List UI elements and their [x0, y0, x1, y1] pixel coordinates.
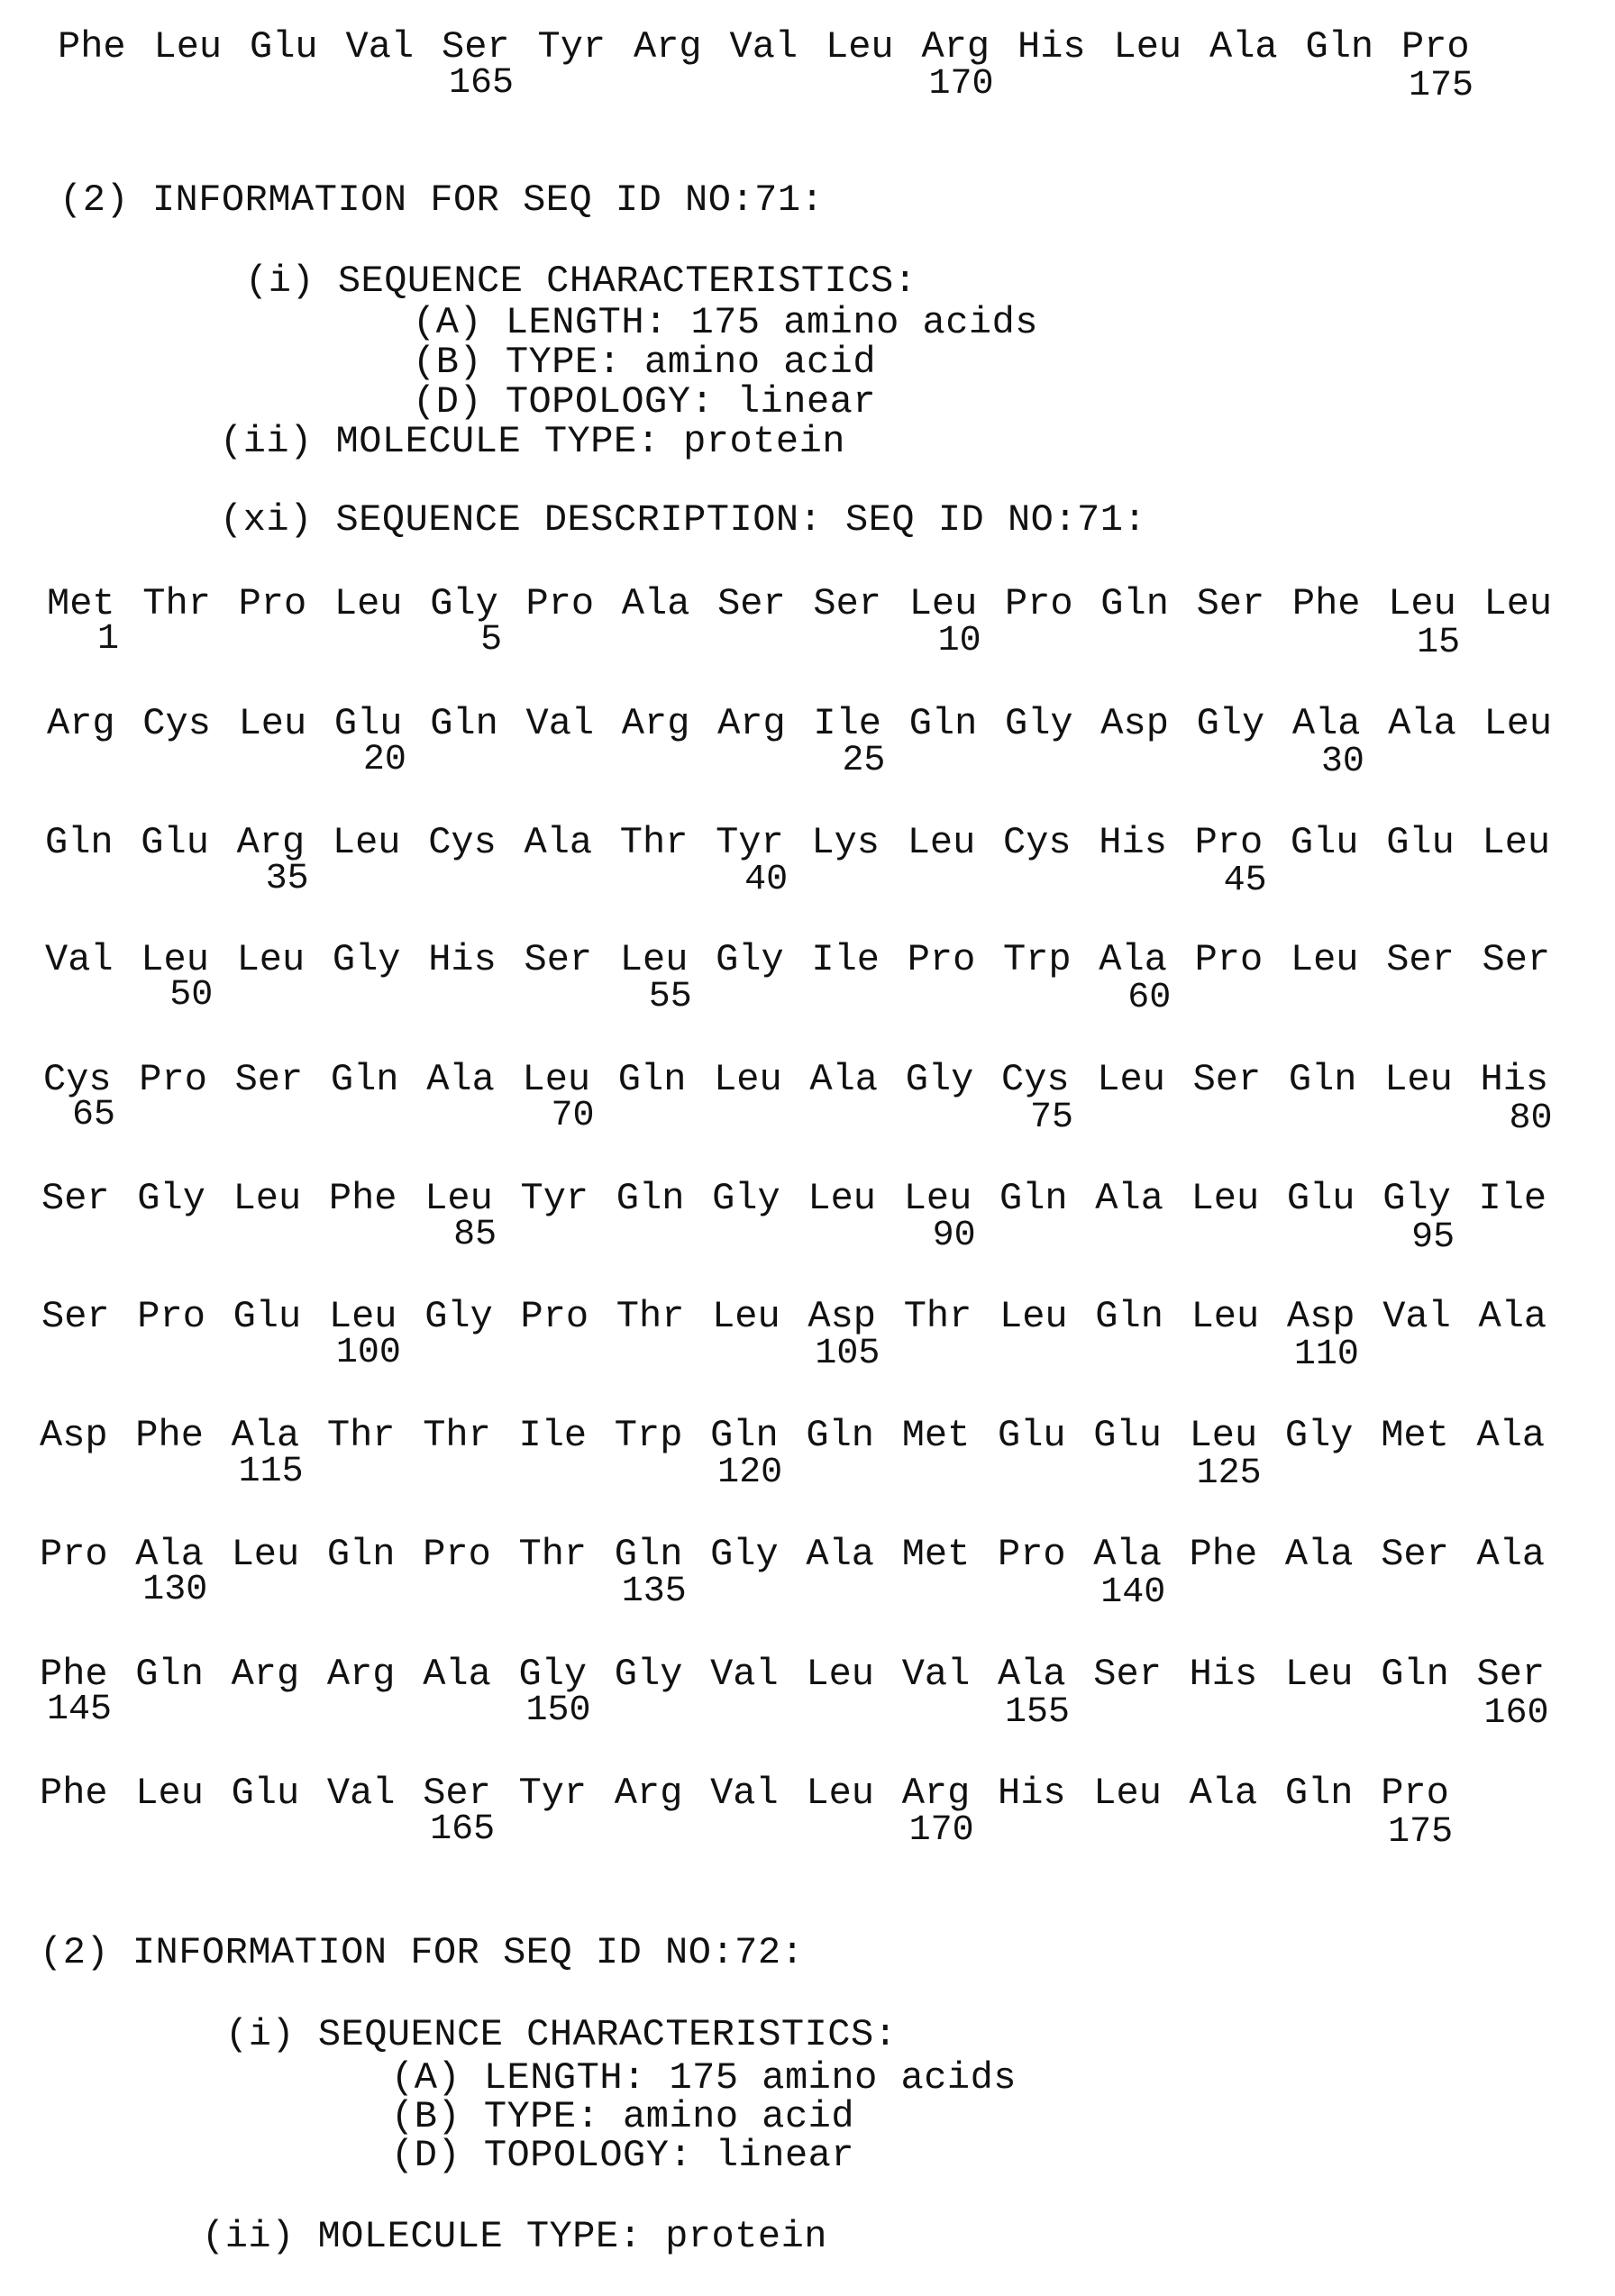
- position-number: 95: [1411, 1216, 1455, 1258]
- residue: Cys: [43, 1058, 112, 1101]
- residue: Ser: [41, 1295, 110, 1338]
- residue: Gln: [1381, 1653, 1449, 1696]
- residue: Gln: [614, 1533, 683, 1576]
- position-number: 165: [430, 1809, 496, 1850]
- residue: Ser: [1196, 582, 1265, 625]
- residue: Leu: [1191, 1177, 1260, 1220]
- residue: Glu: [250, 25, 318, 68]
- seq-72-length: (A) LENGTH: 175 amino acids: [391, 2056, 1017, 2100]
- seq-72-characteristics-title: (i) SEQUENCE CHARACTERISTICS:: [225, 2013, 898, 2056]
- residue: His: [1480, 1058, 1549, 1101]
- residue: Tyr: [518, 1772, 588, 1815]
- residue: Leu: [903, 1177, 972, 1220]
- position-number: 115: [238, 1451, 304, 1492]
- residue: Ser: [1381, 1533, 1449, 1576]
- residue: Gln: [1284, 1772, 1354, 1815]
- seq-71-length: (A) LENGTH: 175 amino acids: [413, 301, 1039, 344]
- residue: Ala: [998, 1653, 1066, 1696]
- position-number: 130: [142, 1570, 208, 1611]
- residue: Pro: [1381, 1772, 1449, 1815]
- residue: Ser: [1192, 1058, 1262, 1101]
- residue: Pro: [998, 1533, 1066, 1576]
- residue: Arg: [717, 702, 786, 745]
- residue: Ala: [231, 1414, 300, 1457]
- residue: Ile: [811, 938, 880, 981]
- residue: Phe: [1291, 582, 1361, 625]
- residue: Leu: [1482, 821, 1551, 864]
- residue: Pro: [525, 582, 595, 625]
- residue: Met: [47, 582, 115, 625]
- residue: Asp: [1286, 1295, 1355, 1338]
- residue: Leu: [231, 1533, 300, 1576]
- residue: Thr: [903, 1295, 972, 1338]
- residue: Cys: [142, 702, 211, 745]
- residue: Ala: [1209, 25, 1278, 68]
- position-number: 135: [621, 1571, 687, 1612]
- residue: Met: [1381, 1414, 1449, 1457]
- residue: Leu: [424, 1177, 493, 1220]
- residue: Glu: [233, 1295, 302, 1338]
- residue: Thr: [518, 1533, 588, 1576]
- position-number: 10: [937, 621, 981, 662]
- residue: Pro: [139, 1058, 207, 1101]
- residue: Gly: [1196, 702, 1265, 745]
- residue: Ile: [813, 702, 882, 745]
- residue: Leu: [1189, 1414, 1258, 1457]
- residue: Leu: [1388, 582, 1456, 625]
- residue: Gly: [716, 938, 784, 981]
- residue: Ala: [1093, 1533, 1162, 1576]
- residue: Leu: [333, 582, 403, 625]
- seq-72-type: (B) TYPE: amino acid: [391, 2095, 855, 2138]
- residue: Gln: [710, 1414, 779, 1457]
- residue: Pro: [423, 1533, 491, 1576]
- position-number: 20: [362, 739, 406, 780]
- residue: Arg: [634, 25, 702, 68]
- position-number: 120: [717, 1452, 783, 1493]
- residue: Gln: [45, 821, 114, 864]
- residue: Arg: [614, 1772, 683, 1815]
- seq-71-description-title: (xi) SEQUENCE DESCRIPTION: SEQ ID NO:71:: [220, 498, 1147, 542]
- residue: Leu: [1483, 582, 1553, 625]
- residue: Ile: [518, 1414, 588, 1457]
- residue: Leu: [806, 1653, 875, 1696]
- residue: Cys: [428, 821, 497, 864]
- residue: Phe: [1189, 1533, 1258, 1576]
- residue: Glu: [1290, 821, 1359, 864]
- residue: Gln: [1095, 1295, 1163, 1338]
- residue: Leu: [908, 582, 978, 625]
- residue: Ala: [809, 1058, 879, 1101]
- residue: Leu: [328, 1295, 397, 1338]
- residue: Gly: [137, 1177, 205, 1220]
- residue: Met: [901, 1414, 971, 1457]
- position-number: 30: [1320, 742, 1364, 783]
- residue: Glu: [141, 821, 209, 864]
- seq-71-header: (2) INFORMATION FOR SEQ ID NO:71:: [59, 178, 825, 222]
- residue: Leu: [1191, 1295, 1260, 1338]
- residue: Ser: [442, 25, 510, 68]
- residue: Ala: [135, 1533, 204, 1576]
- seq-71-characteristics-title: (i) SEQUENCE CHARACTERISTICS:: [245, 260, 917, 303]
- residue: Phe: [58, 25, 126, 68]
- residue: Pro: [1401, 25, 1470, 68]
- residue: Ser: [423, 1772, 491, 1815]
- residue: Tyr: [537, 25, 607, 68]
- residue: Ala: [1095, 1177, 1163, 1220]
- residue: Ala: [806, 1533, 875, 1576]
- residue: Phe: [40, 1653, 108, 1696]
- residue: Ser: [1476, 1653, 1546, 1696]
- position-number: 80: [1509, 1098, 1553, 1139]
- residue: Val: [710, 1772, 779, 1815]
- residue: Leu: [907, 821, 976, 864]
- position-number: 5: [480, 620, 503, 661]
- seq-71-topology: (D) TOPOLOGY: linear: [413, 380, 877, 424]
- residue: Leu: [135, 1772, 204, 1815]
- residue: Val: [326, 1772, 396, 1815]
- residue: Arg: [231, 1653, 300, 1696]
- residue: Ser: [717, 582, 786, 625]
- position-number: 170: [928, 64, 994, 105]
- residue: Leu: [712, 1295, 780, 1338]
- residue: Glu: [998, 1414, 1066, 1457]
- position-number: 60: [1127, 977, 1172, 1018]
- residue: Leu: [1097, 1058, 1165, 1101]
- residue: Asp: [808, 1295, 877, 1338]
- position-number: 40: [744, 859, 789, 900]
- residue: Arg: [901, 1772, 971, 1815]
- residue: Gln: [616, 1177, 685, 1220]
- position-number: 45: [1223, 861, 1267, 901]
- residue: Asp: [1100, 702, 1169, 745]
- residue: His: [998, 1772, 1066, 1815]
- position-number: 65: [71, 1095, 115, 1135]
- residue: Val: [901, 1653, 971, 1696]
- residue: Thr: [616, 1295, 685, 1338]
- residue: Arg: [921, 25, 990, 68]
- residue: Leu: [999, 1295, 1068, 1338]
- residue: Leu: [1113, 25, 1182, 68]
- seq-71-molecule-type: (ii) MOLECULE TYPE: protein: [220, 420, 846, 463]
- residue: Gln: [999, 1177, 1068, 1220]
- residue: Gln: [908, 702, 978, 745]
- residue: Gln: [1288, 1058, 1357, 1101]
- position-number: 85: [453, 1215, 497, 1255]
- residue: Glu: [231, 1772, 300, 1815]
- residue: Val: [710, 1653, 779, 1696]
- residue: Ala: [1476, 1533, 1546, 1576]
- residue: Leu: [808, 1177, 877, 1220]
- residue: Gln: [135, 1653, 204, 1696]
- residue: Gln: [430, 702, 498, 745]
- residue: Ile: [1478, 1177, 1547, 1220]
- residue: Glu: [333, 702, 403, 745]
- residue: His: [1017, 25, 1086, 68]
- residue: Gln: [330, 1058, 399, 1101]
- residue: Phe: [135, 1414, 204, 1457]
- residue: Ser: [234, 1058, 304, 1101]
- position-number: 155: [1004, 1691, 1070, 1733]
- residue: Gly: [1005, 702, 1073, 745]
- residue: Phe: [328, 1177, 397, 1220]
- residue: Gly: [1284, 1414, 1354, 1457]
- residue: Arg: [326, 1653, 396, 1696]
- residue: Lys: [811, 821, 880, 864]
- residue: Arg: [236, 821, 306, 864]
- residue: Leu: [1093, 1772, 1162, 1815]
- residue: Leu: [714, 1058, 782, 1101]
- residue: Val: [1382, 1295, 1451, 1338]
- residue: Arg: [621, 702, 690, 745]
- residue: Gln: [617, 1058, 687, 1101]
- residue: Glu: [1093, 1414, 1162, 1457]
- residue: Gln: [326, 1533, 396, 1576]
- residue: Ala: [1478, 1295, 1547, 1338]
- residue: Arg: [47, 702, 115, 745]
- position-number: 145: [46, 1690, 112, 1730]
- residue: Gln: [1305, 25, 1374, 68]
- seq-72-molecule-type: (ii) MOLECULE TYPE: protein: [202, 2215, 828, 2258]
- residue: His: [1189, 1653, 1258, 1696]
- residue: Gly: [424, 1295, 493, 1338]
- residue: His: [1099, 821, 1167, 864]
- residue: Leu: [236, 938, 306, 981]
- residue: Ala: [524, 821, 593, 864]
- residue: Thr: [326, 1414, 396, 1457]
- seq-71-type: (B) TYPE: amino acid: [413, 341, 877, 384]
- residue: Cys: [1001, 1058, 1070, 1101]
- residue: Leu: [1284, 1653, 1354, 1696]
- residue: Thr: [423, 1414, 491, 1457]
- residue: Ala: [1189, 1772, 1258, 1815]
- residue: Gln: [806, 1414, 875, 1457]
- residue: Leu: [153, 25, 223, 68]
- residue: Leu: [1290, 938, 1359, 981]
- residue: Leu: [332, 821, 401, 864]
- residue: Leu: [1384, 1058, 1453, 1101]
- seq-72-header: (2) INFORMATION FOR SEQ ID NO:72:: [40, 1931, 805, 1974]
- residue: Trp: [614, 1414, 683, 1457]
- position-number: 110: [1293, 1335, 1359, 1376]
- residue: Pro: [1005, 582, 1073, 625]
- position-number: 165: [448, 63, 514, 104]
- residue: Gly: [712, 1177, 780, 1220]
- residue: Ser: [1386, 938, 1455, 981]
- residue: Leu: [238, 702, 307, 745]
- residue: Ala: [1284, 1533, 1354, 1576]
- residue: Gly: [1382, 1177, 1451, 1220]
- position-number: 175: [1408, 65, 1474, 106]
- residue: Thr: [619, 821, 689, 864]
- residue: Pro: [1194, 938, 1264, 981]
- residue: Ser: [813, 582, 882, 625]
- residue: Gly: [332, 938, 401, 981]
- residue: Gly: [614, 1653, 683, 1696]
- residue: Glu: [1386, 821, 1455, 864]
- residue: Ser: [1482, 938, 1551, 981]
- residue: Glu: [1286, 1177, 1355, 1220]
- residue: Met: [901, 1533, 971, 1576]
- residue: Leu: [1483, 702, 1553, 745]
- residue: Gln: [1100, 582, 1169, 625]
- position-number: 1: [96, 619, 119, 660]
- residue: Leu: [141, 938, 209, 981]
- position-number: 75: [1029, 1097, 1073, 1138]
- residue: Phe: [40, 1772, 108, 1815]
- position-number: 105: [815, 1334, 880, 1374]
- residue: Pro: [1194, 821, 1264, 864]
- residue: Tyr: [716, 821, 784, 864]
- residue: Asp: [40, 1414, 108, 1457]
- residue: Ser: [1093, 1653, 1162, 1696]
- residue: Ala: [621, 582, 690, 625]
- seq-72-topology: (D) TOPOLOGY: linear: [391, 2134, 855, 2177]
- residue: Ala: [1291, 702, 1361, 745]
- residue: Cys: [1003, 821, 1072, 864]
- residue: Gly: [710, 1533, 779, 1576]
- residue: Tyr: [520, 1177, 589, 1220]
- residue: Trp: [1003, 938, 1072, 981]
- residue: Thr: [142, 582, 211, 625]
- residue: Gly: [430, 582, 498, 625]
- position-number: 170: [908, 1810, 974, 1852]
- residue: Val: [45, 938, 114, 981]
- position-number: 50: [169, 975, 214, 1016]
- position-number: 25: [842, 741, 886, 781]
- residue: Gly: [518, 1653, 588, 1696]
- position-number: 140: [1100, 1572, 1166, 1613]
- residue: Val: [345, 25, 415, 68]
- residue: Leu: [233, 1177, 302, 1220]
- position-number: 90: [932, 1216, 976, 1257]
- residue: Gly: [905, 1058, 974, 1101]
- residue: Ser: [41, 1177, 110, 1220]
- position-number: 160: [1483, 1692, 1549, 1734]
- residue: Pro: [137, 1295, 205, 1338]
- residue: Ala: [426, 1058, 495, 1101]
- residue: Pro: [40, 1533, 108, 1576]
- residue: Ser: [524, 938, 593, 981]
- position-number: 175: [1388, 1811, 1454, 1853]
- residue: Leu: [806, 1772, 875, 1815]
- position-number: 125: [1196, 1453, 1262, 1494]
- position-number: 35: [265, 858, 309, 899]
- position-number: 55: [648, 976, 692, 1017]
- residue: Leu: [522, 1058, 591, 1101]
- residue: His: [428, 938, 497, 981]
- residue: Val: [525, 702, 595, 745]
- position-number: 150: [525, 1690, 591, 1732]
- residue: Val: [729, 25, 798, 68]
- position-number: 100: [335, 1332, 401, 1373]
- residue: Pro: [238, 582, 307, 625]
- residue: Ala: [423, 1653, 491, 1696]
- residue: Pro: [520, 1295, 589, 1338]
- residue: Ala: [1099, 938, 1167, 981]
- residue: Leu: [826, 25, 894, 68]
- residue: Leu: [619, 938, 689, 981]
- position-number: 70: [551, 1096, 595, 1137]
- position-number: 15: [1417, 622, 1461, 663]
- residue: Ala: [1388, 702, 1456, 745]
- residue: Pro: [907, 938, 976, 981]
- residue: Ala: [1476, 1414, 1546, 1457]
